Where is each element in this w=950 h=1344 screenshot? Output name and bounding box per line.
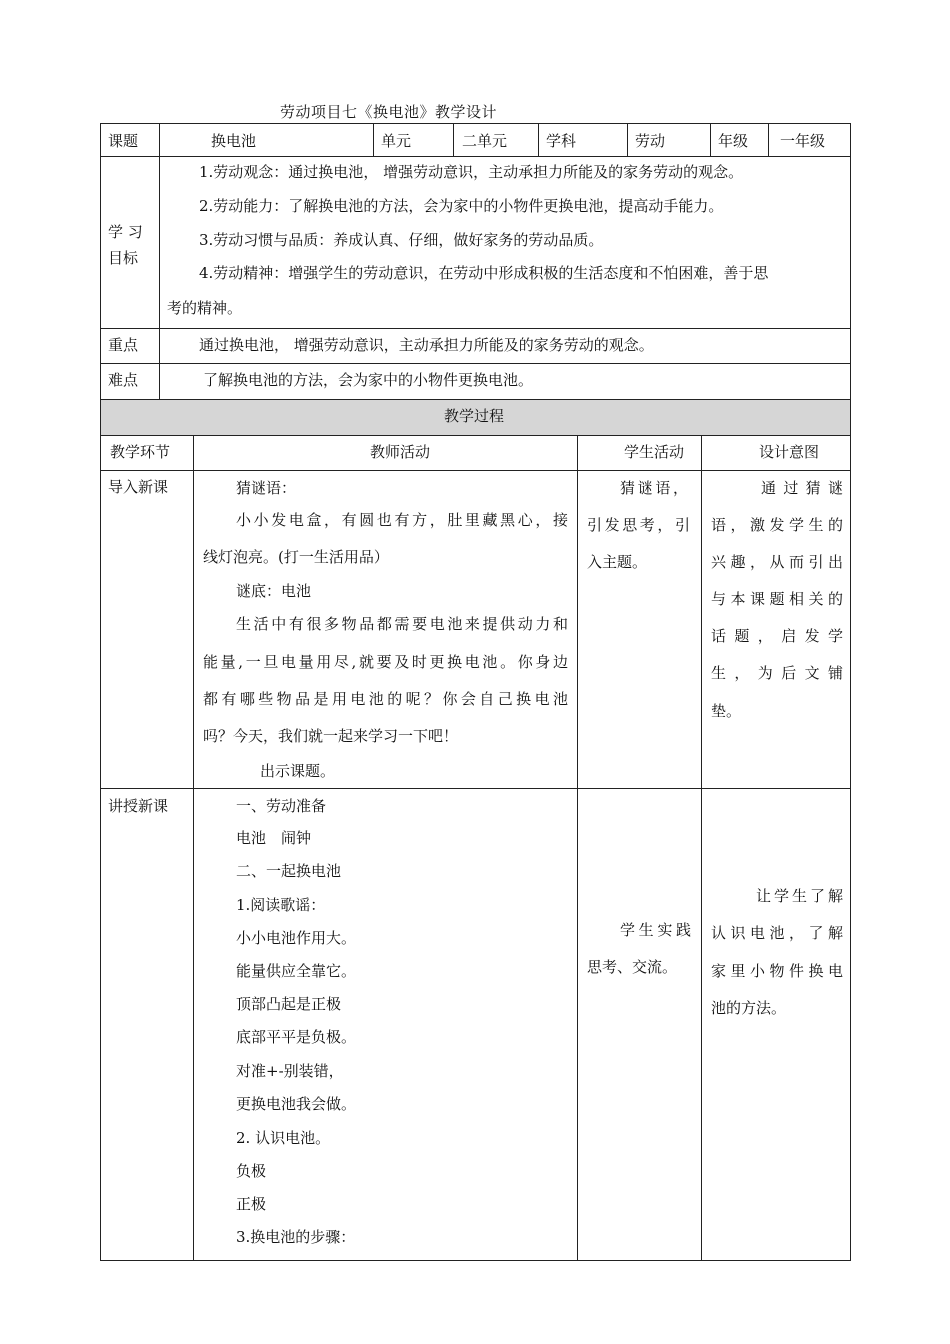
intro-purpose-line: 生，为后文铺	[711, 664, 843, 682]
intro-purpose-line: 与本课题相关的	[711, 590, 843, 608]
intro-student-line: 引发思考，引	[587, 516, 690, 534]
lecture-student-line: 思考、交流。	[587, 958, 678, 976]
col-header: 学生活动	[624, 443, 685, 461]
lecture-teacher-line: 小小电池作用大。	[236, 929, 357, 947]
intro-purpose-line: 通过猜谜	[761, 479, 843, 497]
lecture-teacher-line: 顶部凸起是正极	[236, 995, 342, 1013]
intro-teacher-line: 生活中有很多物品都需要电池来提供动力和	[236, 615, 568, 633]
lecture-purpose-line: 家里小物件换电	[711, 962, 843, 980]
lecture-purpose-cell	[701, 788, 851, 1261]
goal-item: 2.劳动能力：了解换电池的方法，会为家中的小物件更换电池，提高动手能力。	[199, 197, 724, 215]
lecture-teacher-line: 对准+-别装错，	[236, 1062, 344, 1080]
lecture-purpose-line: 让学生了解	[756, 887, 843, 905]
lecture-teacher-line: 一、劳动准备	[236, 797, 327, 815]
lecture-teacher-line: 1.阅读歌谣：	[236, 896, 326, 914]
lecture-student-line: 学生实践	[620, 921, 691, 939]
col-header: 设计意图	[759, 443, 820, 461]
process-heading: 教学过程	[444, 407, 505, 425]
goal-item: 1.劳动观念：通过换电池， 增强劳动意识，主动承担力所能及的家务劳动的观念。	[199, 163, 744, 181]
lecture-teacher-line: 底部平平是负极。	[236, 1028, 357, 1046]
lecture-stage: 讲授新课	[108, 797, 169, 815]
intro-teacher-line: 猜谜语：	[236, 479, 297, 497]
lecture-teacher-cell	[193, 788, 578, 1261]
intro-student-line: 猜谜语，	[620, 479, 688, 497]
goal-item: 3.劳动习惯与品质：养成认真、仔细，做好家务的劳动品质。	[199, 231, 604, 249]
intro-stage-cell	[100, 470, 194, 789]
goals-label-cell	[100, 156, 160, 329]
intro-teacher-line: 出示课题。	[260, 762, 336, 780]
lecture-teacher-line: 更换电池我会做。	[236, 1095, 357, 1113]
intro-teacher-line: 都有哪些物品是用电池的呢？你会自己换电池	[203, 690, 568, 708]
subject-value: 劳动	[635, 132, 666, 150]
intro-teacher-line: 能量,一旦电量用尽,就要及时更换电池。你身边	[203, 653, 568, 671]
intro-purpose-line: 语，激发学生的	[711, 516, 843, 534]
document-title: 劳动项目七《换电池》教学设计	[280, 103, 498, 121]
grade-value: 一年级	[780, 132, 826, 150]
goals-label-line2: 目标	[108, 249, 139, 267]
key-point-text: 通过换电池， 增强劳动意识，主动承担力所能及的家务劳动的观念。	[199, 336, 654, 354]
key-point-label: 重点	[108, 336, 139, 354]
intro-teacher-line: 小小发电盒，有圆也有方，肚里藏黑心，接	[236, 511, 568, 529]
col-header: 教师活动	[370, 443, 431, 461]
intro-purpose-line: 话题，启发学	[711, 627, 843, 645]
lecture-teacher-line: 负极	[236, 1162, 267, 1180]
course-name: 换电池	[211, 132, 257, 150]
intro-purpose-line: 兴趣，从而引出	[711, 553, 843, 571]
lecture-teacher-line: 3.换电池的步骤：	[236, 1228, 356, 1246]
intro-teacher-line: 吗？今天，我们就一起来学习一下吧！	[203, 727, 459, 745]
lecture-purpose-line: 池的方法。	[711, 999, 787, 1017]
lecture-teacher-line: 电池 闹钟	[236, 829, 312, 847]
col-header: 教学环节	[110, 443, 171, 461]
label-grade: 年级	[718, 132, 749, 150]
lecture-purpose-line: 认识电池，了解	[711, 924, 843, 942]
intro-purpose-line: 垫。	[711, 702, 742, 720]
label-subject: 学科	[546, 132, 577, 150]
label-unit: 单元	[381, 132, 412, 150]
unit-value: 二单元	[462, 132, 508, 150]
lecture-teacher-line: 正极	[236, 1195, 267, 1213]
goals-label-line1: 学 习	[108, 223, 143, 241]
lecture-teacher-line: 二、一起换电池	[236, 862, 342, 880]
difficulty-label: 难点	[108, 371, 139, 389]
course-cell	[159, 123, 374, 157]
lecture-student-cell	[577, 788, 702, 1261]
lecture-teacher-line: 能量供应全靠它。	[236, 962, 357, 980]
intro-student-line: 入主题。	[587, 553, 648, 571]
lecture-teacher-line: 2. 认识电池。	[236, 1129, 331, 1147]
goal-item: 考的精神。	[167, 299, 243, 317]
goal-item: 4.劳动精神：增强学生的劳动意识，在劳动中形成积极的生活态度和不怕困难，善于思	[199, 264, 769, 282]
difficulty-text: 了解换电池的方法，会为家中的小物件更换电池。	[203, 371, 534, 389]
label-course: 课题	[108, 132, 139, 150]
lecture-stage-cell	[100, 788, 194, 1261]
intro-teacher-line: 谜底：电池	[236, 582, 312, 600]
intro-teacher-line: 线灯泡亮。(打一生活用品）	[203, 548, 389, 566]
intro-stage: 导入新课	[108, 478, 169, 496]
